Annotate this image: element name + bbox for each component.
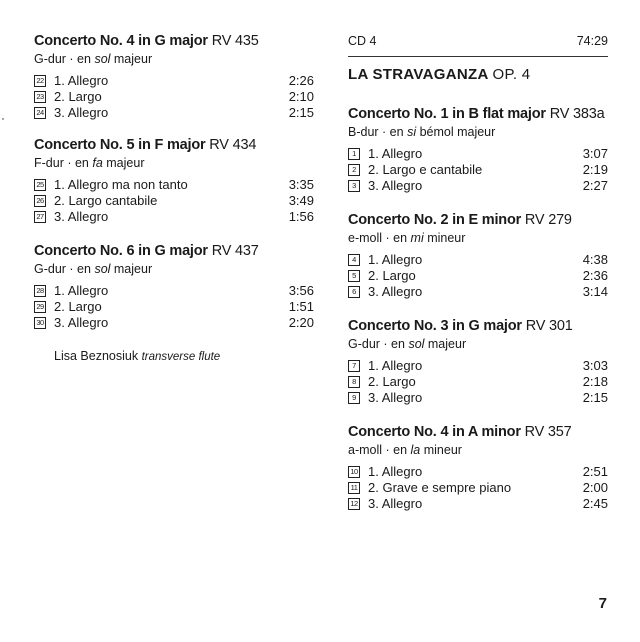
track-title: 3. Allegro <box>368 390 423 405</box>
key-german: e-moll · en <box>348 231 411 245</box>
concerto-name: Concerto No. 2 in E minor <box>348 212 522 228</box>
rv-number: RV 434 <box>209 137 257 153</box>
track-row <box>348 390 608 406</box>
concerto-title <box>348 212 608 229</box>
performer-role: transverse flute <box>141 351 221 363</box>
track-list <box>34 283 314 331</box>
key-french-mode: bémol majeur <box>416 125 496 139</box>
concerto-key <box>34 261 314 277</box>
track-duration: 2:15 <box>582 390 608 405</box>
track-title: 3. Allegro <box>54 315 109 330</box>
key-german: a-moll · en <box>348 443 411 457</box>
track-row <box>34 73 314 89</box>
track-duration: 2:15 <box>288 105 314 120</box>
key-french-mode: majeur <box>424 337 467 351</box>
track-row <box>348 480 608 496</box>
track-title: 2. Grave e sempre piano <box>368 480 512 495</box>
track-number-box: 23 <box>34 91 46 103</box>
concerto-block <box>348 212 608 300</box>
concerto-key <box>348 124 608 140</box>
track-number-box: 1 <box>348 148 360 160</box>
cd-total-time: 74:29 <box>576 34 608 48</box>
track-title: 3. Allegro <box>368 178 423 193</box>
rv-number: RV 437 <box>211 243 259 259</box>
concerto-title <box>34 243 314 260</box>
key-german: F-dur · en <box>34 156 93 170</box>
track-number-box: 5 <box>348 270 360 282</box>
concerto-name: Concerto No. 1 in B flat major <box>348 106 546 122</box>
series-title <box>348 66 530 83</box>
track-duration: 2:20 <box>288 315 314 330</box>
concerto-title <box>34 33 314 50</box>
track-duration: 2:19 <box>582 162 608 177</box>
track-row <box>34 105 314 121</box>
track-list <box>34 177 314 225</box>
track-row <box>34 209 314 225</box>
track-number-box: 28 <box>34 285 46 297</box>
track-row <box>348 374 608 390</box>
concerto-title <box>348 318 608 335</box>
track-duration: 2:51 <box>582 464 608 479</box>
track-title: 2. Largo <box>368 374 416 389</box>
track-row <box>348 464 608 480</box>
track-number-box: 25 <box>34 179 46 191</box>
key-french-note: si <box>407 125 417 139</box>
key-french-note: mi <box>410 231 424 245</box>
track-row <box>34 177 314 193</box>
concerto-name: Concerto No. 4 in A minor <box>348 424 521 440</box>
key-german: G-dur · en <box>348 337 409 351</box>
track-duration: 2:10 <box>288 89 314 104</box>
concerto-name: Concerto No. 4 in G major <box>34 33 208 49</box>
track-row <box>348 358 608 374</box>
key-french-note: fa <box>92 156 103 170</box>
concerto-title <box>348 424 608 441</box>
track-number-box: 29 <box>34 301 46 313</box>
track-title: 1. Allegro ma non tanto <box>54 177 188 192</box>
track-number-box: 6 <box>348 286 360 298</box>
concerto-name: Concerto No. 5 in F major <box>34 137 206 153</box>
rv-number: RV 383a <box>549 106 605 122</box>
concerto-key <box>34 51 314 67</box>
track-list <box>348 252 608 300</box>
cd-label: CD 4 <box>348 34 377 48</box>
scan-speck <box>2 118 4 120</box>
key-french-mode: majeur <box>110 52 153 66</box>
concerto-block <box>34 137 314 225</box>
key-german: G-dur · en <box>34 262 95 276</box>
track-title: 2. Largo <box>54 299 102 314</box>
performer-name: Lisa Beznosiuk <box>54 349 139 363</box>
key-french-mode: majeur <box>102 156 145 170</box>
page-number: 7 <box>598 595 607 612</box>
track-row <box>34 315 314 331</box>
track-title: 1. Allegro <box>368 252 423 267</box>
track-title: 2. Largo <box>368 268 416 283</box>
track-duration: 2:27 <box>582 178 608 193</box>
track-duration: 2:26 <box>288 73 314 88</box>
track-number-box: 2 <box>348 164 360 176</box>
track-duration: 2:45 <box>582 496 608 511</box>
concerto-block <box>34 243 314 331</box>
track-row <box>348 146 608 162</box>
track-list <box>348 146 608 194</box>
track-number-box: 9 <box>348 392 360 404</box>
opus-number: OP. 4 <box>492 66 531 83</box>
track-duration: 3:03 <box>582 358 608 373</box>
track-number-box: 22 <box>34 75 46 87</box>
concerto-title <box>348 106 608 123</box>
track-row <box>348 268 608 284</box>
key-french-mode: majeur <box>110 262 153 276</box>
track-list <box>348 464 608 512</box>
track-row <box>348 284 608 300</box>
track-duration: 3:56 <box>288 283 314 298</box>
rv-number: RV 301 <box>525 318 573 334</box>
key-french-note: sol <box>408 337 425 351</box>
track-title: 1. Allegro <box>54 73 109 88</box>
track-title: 1. Allegro <box>54 283 109 298</box>
track-title: 2. Largo cantabile <box>54 193 158 208</box>
concerto-block <box>34 33 314 121</box>
rv-number: RV 435 <box>211 33 259 49</box>
concerto-block <box>348 424 608 512</box>
track-row <box>348 178 608 194</box>
rv-number: RV 279 <box>524 212 572 228</box>
track-row <box>348 252 608 268</box>
track-duration: 4:38 <box>582 252 608 267</box>
concerto-key <box>348 442 608 458</box>
key-french-note: sol <box>94 262 111 276</box>
track-duration: 2:18 <box>582 374 608 389</box>
concerto-title <box>34 137 314 154</box>
concerto-block <box>348 106 608 194</box>
key-french-note: sol <box>94 52 111 66</box>
track-title: 3. Allegro <box>368 284 423 299</box>
track-title: 1. Allegro <box>368 146 423 161</box>
track-duration: 2:36 <box>582 268 608 283</box>
rv-number: RV 357 <box>524 424 572 440</box>
track-title: 1. Allegro <box>368 358 423 373</box>
track-number-box: 10 <box>348 466 360 478</box>
track-list <box>34 73 314 121</box>
track-title: 3. Allegro <box>54 105 109 120</box>
key-french-mode: mineur <box>423 231 466 245</box>
track-number-box: 4 <box>348 254 360 266</box>
track-duration: 1:56 <box>288 209 314 224</box>
track-title: 1. Allegro <box>368 464 423 479</box>
key-french-mode: mineur <box>420 443 462 457</box>
track-number-box: 30 <box>34 317 46 329</box>
track-duration: 1:51 <box>288 299 314 314</box>
track-number-box: 7 <box>348 360 360 372</box>
track-number-box: 26 <box>34 195 46 207</box>
track-row <box>34 89 314 105</box>
track-number-box: 24 <box>34 107 46 119</box>
track-number-box: 3 <box>348 180 360 192</box>
track-row <box>34 193 314 209</box>
key-german: B-dur · en <box>348 125 408 139</box>
track-number-box: 12 <box>348 498 360 510</box>
track-number-box: 8 <box>348 376 360 388</box>
concerto-key <box>348 230 608 246</box>
track-number-box: 27 <box>34 211 46 223</box>
performer-credit <box>54 349 220 363</box>
track-row <box>34 299 314 315</box>
track-title: 2. Largo <box>54 89 102 104</box>
track-title: 2. Largo e cantabile <box>368 162 483 177</box>
track-title: 3. Allegro <box>368 496 423 511</box>
key-german: G-dur · en <box>34 52 95 66</box>
track-row <box>348 496 608 512</box>
track-duration: 3:07 <box>582 146 608 161</box>
concerto-key <box>34 155 314 171</box>
track-row <box>348 162 608 178</box>
concerto-key <box>348 336 608 352</box>
concerto-block <box>348 318 608 406</box>
track-duration: 2:00 <box>582 480 608 495</box>
track-duration: 3:14 <box>582 284 608 299</box>
series-name: LA STRAVAGANZA <box>348 66 489 83</box>
track-duration: 3:49 <box>288 193 314 208</box>
track-duration: 3:35 <box>288 177 314 192</box>
track-row <box>34 283 314 299</box>
track-list <box>348 358 608 406</box>
track-title: 3. Allegro <box>54 209 109 224</box>
cd-header <box>348 34 608 57</box>
concerto-name: Concerto No. 6 in G major <box>34 243 208 259</box>
track-number-box: 11 <box>348 482 360 494</box>
key-french-note: la <box>410 443 421 457</box>
concerto-name: Concerto No. 3 in G major <box>348 318 522 334</box>
